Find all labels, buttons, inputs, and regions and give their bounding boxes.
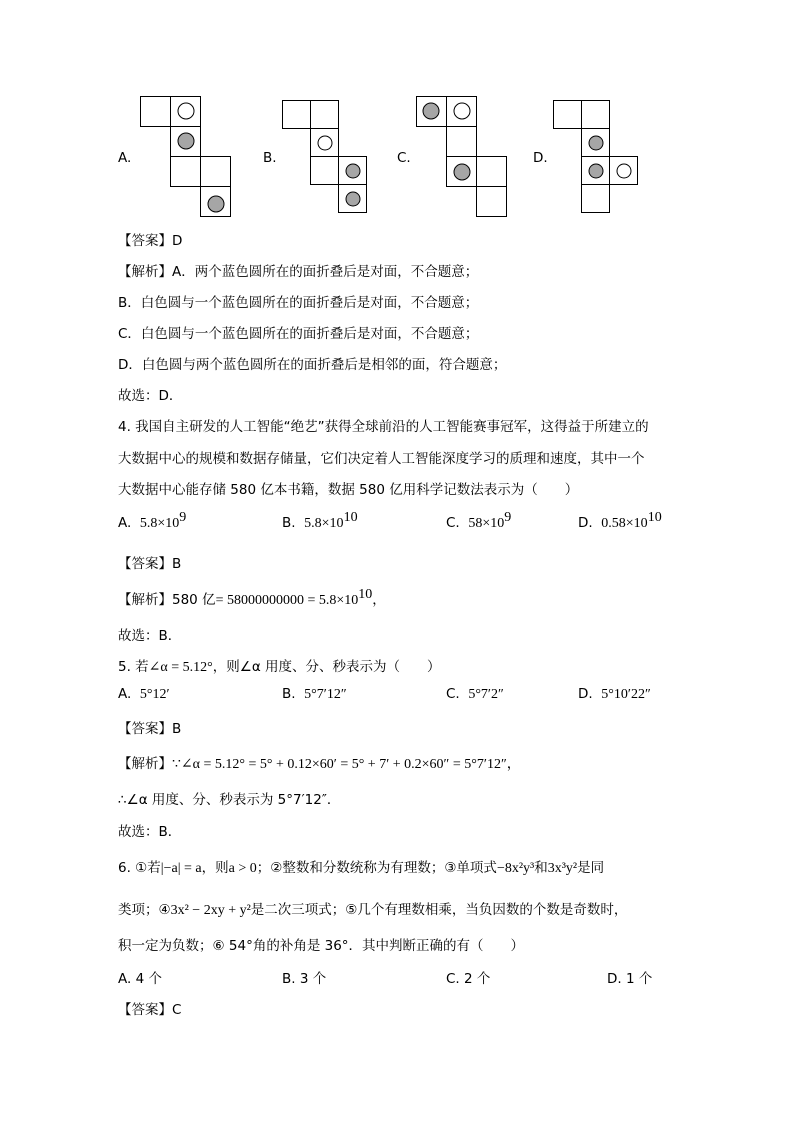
option-value: 1 个 <box>625 971 653 987</box>
white-circle-mark <box>454 103 470 119</box>
q6-text: ；②整数和分数统称为有理数；③单项式 <box>256 860 497 876</box>
option-label: B. <box>282 686 296 702</box>
q5-answer: 【答案】B <box>118 721 182 737</box>
option-value: 58×10 <box>468 516 505 531</box>
q5-option-c <box>446 686 504 703</box>
figure-option-c-label: C. <box>397 150 411 166</box>
q3-analysis-a: A．两个蓝色圆所在的面折叠后是对面，不合题意； <box>172 264 479 280</box>
q6-math: a > 0 <box>228 861 257 876</box>
figure-option-b-label: B. <box>263 150 277 166</box>
figure-option-a-label: A. <box>118 150 132 166</box>
q6-option-d <box>607 967 652 987</box>
blue-circle-mark <box>208 196 224 212</box>
q3-analysis-b: B．白色圆与一个蓝色圆所在的面折叠后是对面，不合题意； <box>118 295 479 311</box>
blue-circle-mark <box>346 192 360 206</box>
q5-stem-math: ∠α = 5.12° <box>148 660 213 675</box>
q5-stem <box>118 655 441 676</box>
q4-option-d <box>578 510 662 532</box>
q4-option-a <box>118 510 187 532</box>
q5-analysis-math: ∵∠α = 5.12° = 5° + 0.12×60′ = 5° + 7′ + 0.2×60″ = 5°7′12″， <box>172 757 521 772</box>
q4-option-b <box>282 510 358 532</box>
option-label: B. <box>282 971 296 987</box>
option-value: 5°10′22″ <box>601 687 651 702</box>
q5-conclusion: 故选：B． <box>118 824 182 840</box>
option-exponent: 10 <box>343 510 358 525</box>
option-value: 5.8×10 <box>304 516 344 531</box>
q4-answer: 【答案】B <box>118 556 182 572</box>
q6-stem-line-1 <box>118 856 604 877</box>
q6-answer: 【答案】C <box>118 1002 182 1018</box>
blue-circle-mark <box>346 164 360 178</box>
option-exponent: 9 <box>504 510 512 525</box>
q5-option-a <box>118 686 170 703</box>
q4-stem-line-2: 大数据中心的规模和数据存储量，它们决定着人工智能深度学习的质理和速度，其中一个 <box>118 451 645 467</box>
option-value: 5°12′ <box>139 687 170 702</box>
q5-option-b <box>282 686 347 703</box>
q6-text: 类项；④ <box>118 902 171 918</box>
option-label: C. <box>446 971 460 987</box>
option-label: A. <box>118 971 132 987</box>
q5-analysis-head: 【解析】 <box>118 756 172 772</box>
option-value: 5°7′2″ <box>468 687 504 702</box>
q6-text: 是同 <box>577 860 605 876</box>
white-circle-mark <box>178 103 194 119</box>
blue-circle-mark <box>589 164 603 178</box>
q6-option-a <box>118 967 162 987</box>
option-label: D. <box>578 686 593 702</box>
blue-circle-mark <box>589 136 603 150</box>
q3-conclusion: 故选：D． <box>118 388 183 404</box>
q6-stem-line-3: 积一定为负数；⑥ 54°角的补角是 36°．其中判断正确的有（ ） <box>118 938 525 954</box>
cube-net-c-figure <box>416 96 516 221</box>
q3-analysis-line-1 <box>118 260 478 280</box>
q6-option-b <box>282 967 326 987</box>
q4-analysis <box>118 588 386 609</box>
option-value: 3 个 <box>299 971 327 987</box>
cube-net-d-figure <box>553 100 653 220</box>
q4-stem-line-3: 大数据中心能存储 580 亿本书籍，数据 580 亿用科学记数法表示为（ ） <box>118 482 579 498</box>
option-value: 2 个 <box>464 971 491 987</box>
q3-analysis-head: 【解析】 <box>118 264 172 280</box>
option-label: A. <box>118 515 132 531</box>
q6-text: 是二次三项式；⑤几个有理数相乘，当负因数的个数是奇数时， <box>250 902 628 918</box>
q6-text: 6. ①若 <box>118 860 161 876</box>
blue-circle-mark <box>454 164 470 180</box>
option-value: 5°7′12″ <box>304 687 347 702</box>
q4-analysis-head: 【解析】 <box>118 592 172 608</box>
option-value: 0.58×10 <box>601 516 648 531</box>
option-exponent: 10 <box>647 510 662 525</box>
q5-stem-prefix: 5. 若 <box>118 659 149 675</box>
option-label: D. <box>607 971 622 987</box>
option-label: B. <box>282 515 296 531</box>
white-circle-mark <box>617 164 631 178</box>
white-circle-mark <box>318 136 332 150</box>
q6-math: |−a| = a <box>160 861 202 876</box>
q6-math: 3x² − 2xy + y² <box>170 903 251 918</box>
option-value: 4 个 <box>135 971 162 987</box>
option-exponent: 9 <box>179 510 187 525</box>
blue-circle-mark <box>423 103 439 119</box>
option-label: C. <box>446 515 460 531</box>
cube-net-b-figure <box>282 100 382 220</box>
q3-analysis-d: D．白色圆与两个蓝色圆所在的面折叠后是相邻的面，符合题意； <box>118 357 507 373</box>
q5-stem-suffix: ，则∠α 用度、分、秒表示为（ ） <box>212 659 441 675</box>
q4-analysis-exponent: 10 <box>358 587 373 602</box>
q4-stem-line-1: 4. 我国自主研发的人工智能“绝艺”获得全球前沿的人工智能赛事冠军，这得益于所建立的 <box>118 419 649 435</box>
option-label: C. <box>446 686 460 702</box>
option-label: D. <box>578 515 593 531</box>
q6-stem-line-2 <box>118 898 627 919</box>
q4-analysis-tail: ， <box>372 592 386 608</box>
q6-option-c <box>446 967 490 987</box>
option-value: 5.8×10 <box>139 516 180 531</box>
cube-net-a-figure <box>140 96 240 221</box>
q6-text: ，则 <box>201 860 229 876</box>
q4-option-c <box>446 510 512 532</box>
q4-conclusion: 故选：B． <box>118 628 182 644</box>
q4-analysis-text: 580 亿 <box>172 592 216 608</box>
blue-circle-mark <box>178 133 194 149</box>
q5-result: ∴∠α 用度、分、秒表示为 5°7′12″． <box>118 792 341 808</box>
q3-analysis-c: C．白色圆与一个蓝色圆所在的面折叠后是对面，不合题意； <box>118 326 479 342</box>
q5-analysis <box>118 752 521 773</box>
q6-math: −8x²y³ <box>496 861 535 876</box>
q3-answer: 【答案】D <box>118 233 183 249</box>
option-label: A. <box>118 686 132 702</box>
q5-option-d <box>578 686 651 703</box>
q6-text: 和 <box>534 860 548 876</box>
figure-option-d-label: D. <box>533 150 548 166</box>
q4-analysis-math: = 58000000000 = 5.8×10 <box>215 593 359 608</box>
q6-math: 3x³y² <box>547 861 578 876</box>
